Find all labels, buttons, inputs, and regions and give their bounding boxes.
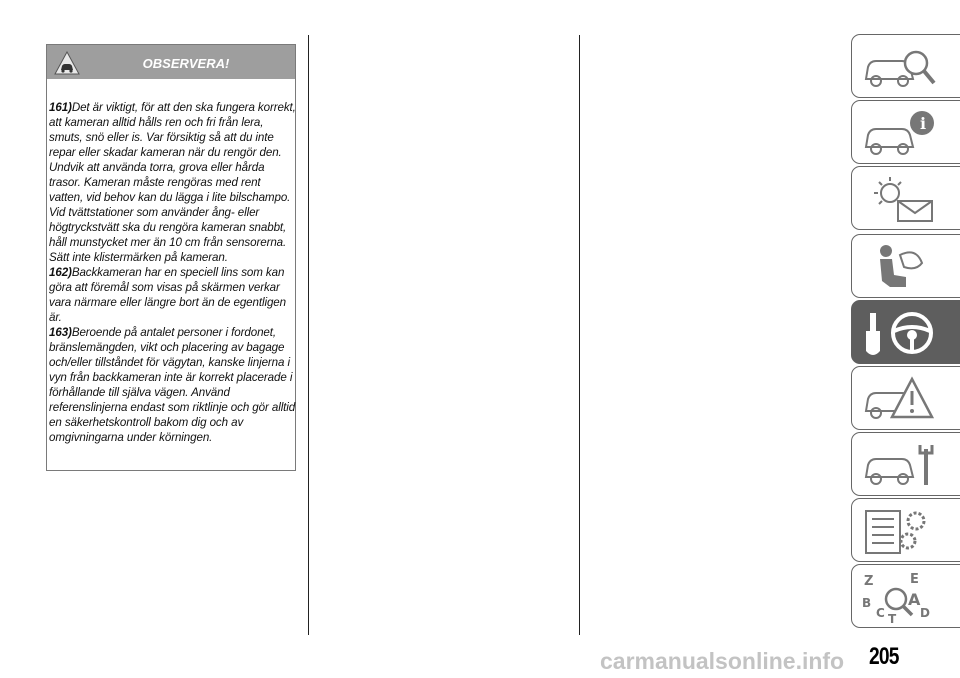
- tab-index[interactable]: [851, 564, 960, 628]
- svg-text:A: A: [908, 590, 921, 609]
- svg-text:C: C: [876, 606, 885, 620]
- note-item-number: 161): [49, 101, 72, 114]
- note-item-162: [49, 265, 296, 325]
- svg-text:B: B: [862, 596, 872, 610]
- column-divider: [308, 35, 309, 635]
- key-steering-wheel-icon: [860, 307, 940, 359]
- note-title: OBSERVERA!: [142, 56, 230, 71]
- spec-list-gears-icon: [860, 505, 940, 557]
- page-number: 205: [869, 643, 899, 670]
- note-item-text: Det är viktigt, för att den ska fungera korrekt, att kameran alltid hålls ren och fri från lera, smuts, snö eller is. Var försiktig så att du inte repar eller skadar kameran när du rengör den. Undvik att använda torra, grova eller hårda trasor. Kameran måste rengöras med rent vatten, vid behov kan du lägga i lite bilschampo. Vid tvättstationer som använder ång- eller högtryckstvätt ska du rengöra kameran snabbt, håll munstycket mer än 10 cm från sensorerna. Sätt inte klistermärken på kameran.: [49, 101, 296, 264]
- note-item-161: [49, 100, 296, 265]
- tab-car-info[interactable]: [851, 100, 960, 164]
- svg-text:D: D: [920, 606, 930, 620]
- watermark: carmanualsonline.info: [600, 648, 845, 674]
- note-item-text: Beroende på antalet personer i fordonet, bränslemängden, vikt och placering av bagage och/eller tillståndet för vägytan, kanske linjerna i vyn från backkameran inte är korrekt placerade i förhållande till själva vägen. Använd referenslinjerna endast som riktlinje och gör alltid en säkerhetskontroll bakom dig och av omgivningarna under körningen.: [49, 326, 296, 444]
- tab-car-magnifier[interactable]: [851, 34, 960, 98]
- tab-starting-driving[interactable]: [851, 300, 960, 364]
- car-magnifier-icon: [860, 41, 940, 93]
- note-item-163: [49, 325, 296, 445]
- svg-text:T: T: [888, 612, 897, 623]
- tab-maintenance[interactable]: [851, 432, 960, 496]
- seat-airbag-icon: [860, 241, 940, 293]
- note-item-text: Backkameran har en speciell lins som kan göra att föremål som visas på skärmen verkar vara närmare eller längre bort än de egentligen är.: [49, 266, 286, 324]
- svg-text:E: E: [910, 572, 919, 587]
- car-wrench-icon: [860, 439, 940, 491]
- warning-light-message-icon: [860, 173, 940, 225]
- tab-emergency[interactable]: [851, 366, 960, 430]
- note-body: [49, 100, 296, 445]
- note-item-number: 162): [49, 266, 72, 279]
- column-divider: [579, 35, 580, 635]
- note-item-number: 163): [49, 326, 72, 339]
- tab-warning-lights[interactable]: [851, 166, 960, 230]
- car-info-icon: [860, 107, 940, 159]
- tab-safety[interactable]: [851, 234, 960, 298]
- car-emergency-triangle-icon: [860, 373, 940, 425]
- svg-text:Z: Z: [864, 574, 874, 589]
- svg-text:i: i: [920, 114, 927, 133]
- tab-technical-data[interactable]: [851, 498, 960, 562]
- note-box: [46, 44, 296, 471]
- alphabet-index-icon: [860, 571, 940, 623]
- note-header: [47, 45, 295, 79]
